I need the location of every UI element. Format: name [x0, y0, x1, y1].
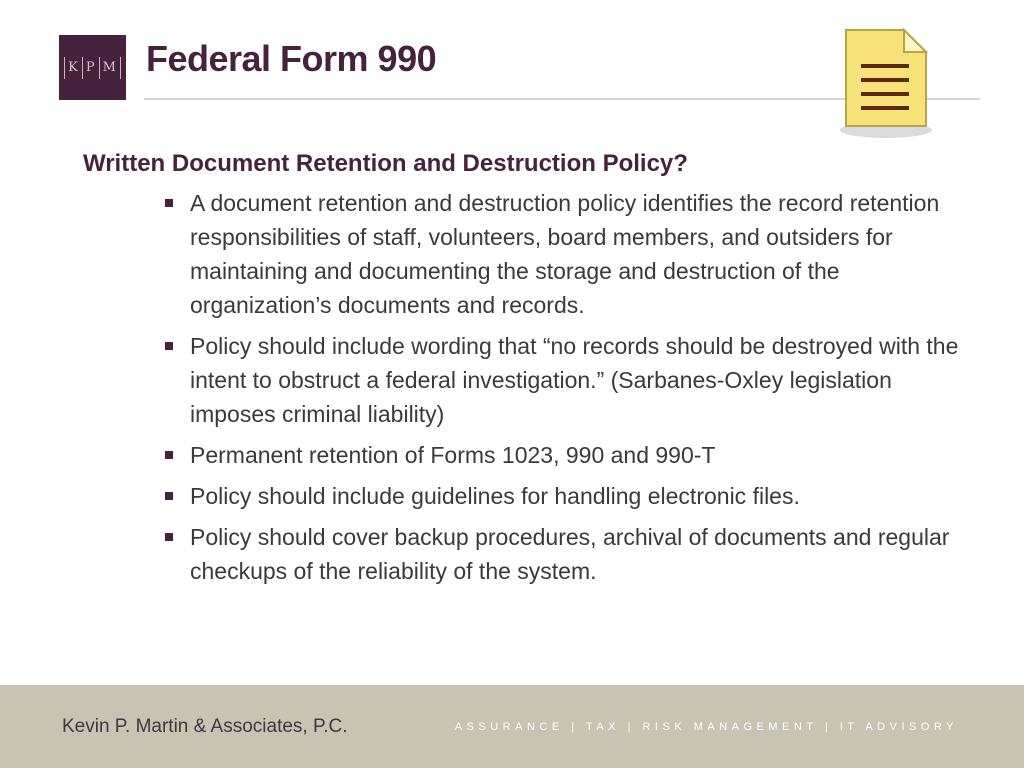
bullet-square-icon: [165, 451, 173, 459]
bullet-square-icon: [165, 199, 173, 207]
slide-content: [83, 150, 973, 595]
logo-letter-k: K: [68, 60, 79, 75]
bullet-square-icon: [165, 492, 173, 500]
bullet-item: Policy should include wording that “no records should be destroyed with the intent to obstruct a federal investigation.” (Sarbanes-Oxley legislation imposes criminal liability): [190, 329, 973, 431]
slide-title: Federal Form 990: [146, 38, 437, 79]
bullet-list: [83, 186, 973, 588]
bullet-square-icon: [165, 533, 173, 541]
footer-bar: [0, 685, 1024, 768]
services-tagline: ASSURANCE | TAX | RISK MANAGEMENT | IT ADVISORY: [454, 721, 958, 733]
bullet-square-icon: [165, 342, 173, 350]
firm-name: Kevin P. Martin & Associates, P.C.: [62, 716, 348, 737]
bullet-item: A document retention and destruction policy identifies the record retention responsibilities of staff, volunteers, board members, and outsiders for maintaining and documenting the storage and destruction of the organization’s documents and records.: [190, 186, 973, 322]
bullet-item: Policy should cover backup procedures, archival of documents and regular checkups of the reliability of the system.: [190, 520, 973, 588]
logo-letter-p: P: [85, 60, 96, 75]
section-heading: Written Document Retention and Destruction Policy?: [83, 150, 688, 177]
document-icon: [836, 24, 932, 140]
bullet-item: Policy should include guidelines for handling electronic files.: [190, 479, 973, 513]
kpm-logo: [59, 35, 126, 100]
logo-letter-m: M: [102, 60, 117, 75]
bullet-item: Permanent retention of Forms 1023, 990 and 990-T: [190, 438, 973, 472]
